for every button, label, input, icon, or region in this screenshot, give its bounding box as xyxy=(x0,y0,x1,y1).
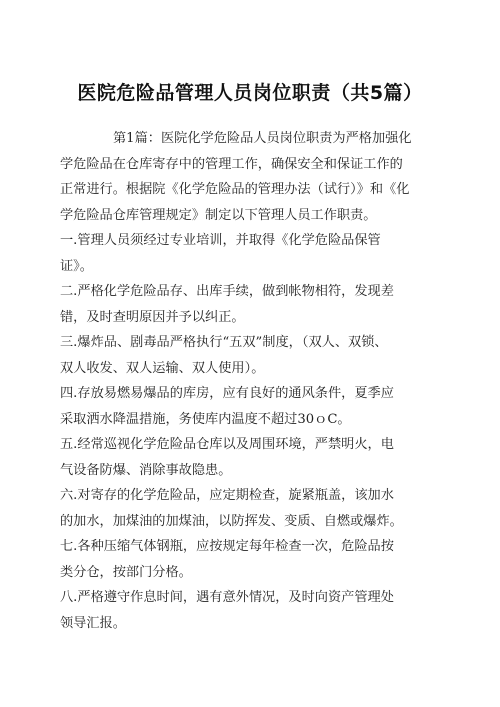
paragraph-line: 八.严格遵守作息时间，遇有意外情况，及时向资产管理处 xyxy=(60,590,394,605)
paragraph-line: 领导汇报。 xyxy=(60,615,126,631)
paragraph-line: 学危险品仓库管理规定》制定以下管理人员工作职责。 xyxy=(60,207,377,223)
paragraph-line: 的加水，加煤油的加煤油，以防挥发、变质、自燃或爆炸。 xyxy=(60,513,403,529)
paragraph-line: 学危险品在仓库寄存中的管理工作，确保安全和保证工作的 xyxy=(60,156,403,172)
paragraph-line: 类分仓，按部门分格。 xyxy=(60,564,192,580)
paragraph-line: 六.对寄存的化学危险品，应定期检查，旋紧瓶盖，该加水 xyxy=(60,488,394,503)
paragraph-line: 错，及时查明原因并予以纠正。 xyxy=(60,309,245,325)
document-title: 医院危险品管理人员岗位职责（共5篇） xyxy=(77,82,423,104)
paragraph-line: 三.爆炸品、剧毒品严格执行“五双”制度，（双人、双锁、 xyxy=(60,335,388,350)
paragraph-line: 第1篇：医院化学危险品人员岗位职责为严格加强化 xyxy=(113,131,412,146)
paragraph-line: 一.管理人员须经过专业培训，并取得《化学危险品保管 xyxy=(60,233,381,248)
paragraph-line: 气设备防爆、消除事故隐患。 xyxy=(60,462,232,478)
paragraph-line: 采取洒水降温措施，务使库内温度不超过30ｏC。 xyxy=(60,411,351,427)
paragraph-line: 证》。 xyxy=(60,258,93,274)
paragraph-line: 二.严格化学危险品存、出库手续，做到帐物相符，发现差 xyxy=(60,284,394,299)
paragraph-line: 双人收发、双人运输、双人使用）。 xyxy=(60,360,265,376)
paragraph-line: 五.经常巡视化学危险品仓库以及周围环境，严禁明火，电 xyxy=(60,437,394,452)
paragraph-line: 四.存放易燃易爆品的库房，应有良好的通风条件，夏季应 xyxy=(60,386,394,401)
paragraph-line: 七.各种压缩气体钢瓶，应按规定每年检查一次，危险品按 xyxy=(60,539,394,554)
document-body xyxy=(60,126,440,636)
paragraph-line: 正常进行。根据院《化学危险品的管理办法（试行）》和《化 xyxy=(60,182,410,197)
